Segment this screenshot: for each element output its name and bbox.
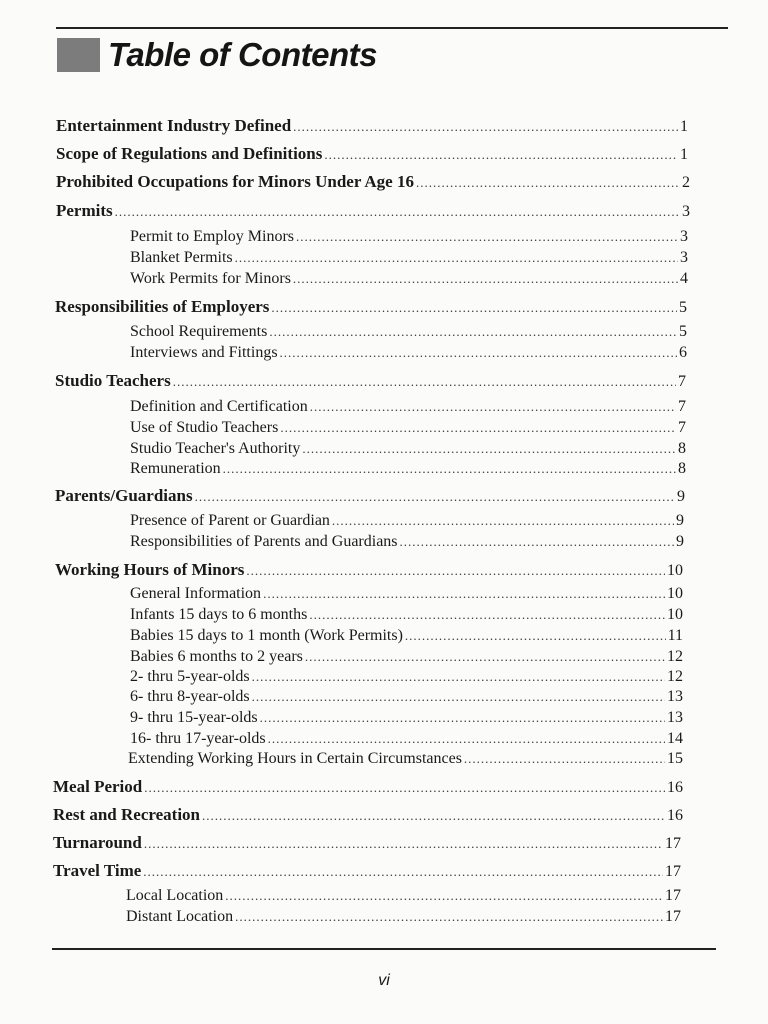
toc-section-entry xyxy=(55,297,687,317)
dot-leader xyxy=(305,647,665,667)
toc-subsection-entry xyxy=(130,343,687,363)
dot-leader xyxy=(309,605,665,625)
toc-entry-label: Studio Teacher's Authority xyxy=(130,440,301,457)
toc-entry-label: 9- thru 15-year-olds xyxy=(130,709,258,726)
toc-entry-label: Meal Period xyxy=(53,777,143,796)
toc-section-entry xyxy=(56,172,690,192)
dot-leader xyxy=(293,117,678,137)
dot-leader xyxy=(223,459,676,479)
toc-subsection-entry xyxy=(126,886,681,906)
dot-leader xyxy=(252,687,665,707)
toc-entry-label: Presence of Parent or Guardian xyxy=(130,512,330,529)
toc-section-entry xyxy=(53,861,681,881)
toc-entry-label: Rest and Recreation xyxy=(53,805,200,824)
dot-leader xyxy=(464,749,665,769)
toc-entry-page: 10 xyxy=(667,585,683,602)
toc-subsection-entry xyxy=(130,227,688,247)
toc-entry-label: Scope of Regulations and Definitions xyxy=(56,144,323,163)
page-title: Table of Contents xyxy=(108,36,377,73)
toc-entry-label: Responsibilities of Parents and Guardians xyxy=(130,533,398,550)
toc-entry-page: 15 xyxy=(667,750,683,767)
dot-leader xyxy=(310,397,676,417)
toc-entry-label: Blanket Permits xyxy=(130,249,233,266)
dot-leader xyxy=(296,227,678,247)
toc-section-entry xyxy=(55,371,686,391)
toc-section-entry xyxy=(56,116,688,136)
toc-section-entry xyxy=(53,777,683,797)
toc-entry-page: 5 xyxy=(679,299,687,316)
toc-entry-page: 9 xyxy=(677,488,685,505)
toc-entry-label: Permits xyxy=(56,201,113,220)
toc-entry-label: Entertainment Industry Defined xyxy=(56,116,292,135)
dot-leader xyxy=(195,487,675,507)
toc-subsection-entry xyxy=(128,749,683,769)
dot-leader xyxy=(324,145,678,165)
toc-section-entry xyxy=(55,560,683,580)
toc-entry-label: General Information xyxy=(130,585,262,602)
bottom-rule xyxy=(52,948,716,950)
toc-entry-label: Extending Working Hours in Certain Circumstances xyxy=(128,750,462,767)
dot-leader xyxy=(280,418,676,438)
toc-entry-label: 6- thru 8-year-olds xyxy=(130,688,250,705)
toc-section-entry xyxy=(55,486,685,506)
toc-entry-page: 7 xyxy=(678,419,686,436)
dot-leader xyxy=(400,532,674,552)
toc-subsection-entry xyxy=(130,397,686,417)
dot-leader xyxy=(263,584,665,604)
page-number: vi xyxy=(378,972,390,989)
toc-entry-page: 17 xyxy=(665,908,681,925)
toc-subsection-entry xyxy=(130,647,683,667)
toc-entry-page: 17 xyxy=(665,887,681,904)
dot-leader xyxy=(405,626,666,646)
toc-subsection-entry xyxy=(130,322,687,342)
toc-entry-label: Babies 15 days to 1 month (Work Permits) xyxy=(130,627,403,644)
toc-entry-label: 2- thru 5-year-olds xyxy=(130,668,250,685)
toc-subsection-entry xyxy=(130,708,683,728)
dot-leader xyxy=(235,907,663,927)
toc-subsection-entry xyxy=(130,605,683,625)
toc-subsection-entry xyxy=(130,248,688,268)
dot-leader xyxy=(268,729,665,749)
toc-subsection-entry xyxy=(130,667,683,687)
toc-entry-label: Responsibilities of Employers xyxy=(55,297,270,316)
toc-entry-page: 8 xyxy=(678,460,686,477)
dot-leader xyxy=(332,511,674,531)
toc-entry-label: 16- thru 17-year-olds xyxy=(130,730,266,747)
toc-entry-page: 3 xyxy=(680,249,688,266)
toc-entry-page: 16 xyxy=(667,807,683,824)
toc-section-entry xyxy=(53,833,681,853)
toc-entry-label: Working Hours of Minors xyxy=(55,560,245,579)
toc-subsection-entry xyxy=(130,584,683,604)
toc-entry-page: 10 xyxy=(667,562,683,579)
toc-entry-page: 14 xyxy=(667,730,683,747)
toc-subsection-entry xyxy=(130,687,683,707)
toc-subsection-entry xyxy=(126,907,681,927)
toc-entry-page: 3 xyxy=(680,228,688,245)
toc-entry-page: 9 xyxy=(676,512,684,529)
toc-entry-page: 10 xyxy=(667,606,683,623)
toc-entry-label: Babies 6 months to 2 years xyxy=(130,648,303,665)
toc-entry-page: 1 xyxy=(680,118,688,135)
toc-entry-label: Parents/Guardians xyxy=(55,486,193,505)
dot-leader xyxy=(293,269,678,289)
dot-leader xyxy=(271,298,677,318)
toc-subsection-entry xyxy=(130,439,686,459)
toc-entry-page: 11 xyxy=(667,627,683,644)
dot-leader xyxy=(144,834,663,854)
dot-leader xyxy=(269,322,677,342)
toc-entry-label: Interviews and Fittings xyxy=(130,344,278,361)
toc-entry-page: 9 xyxy=(676,533,684,550)
toc-entry-page: 2 xyxy=(682,174,690,191)
dot-leader xyxy=(280,343,677,363)
toc-entry-label: Remuneration xyxy=(130,460,221,477)
toc-entry-page: 8 xyxy=(678,440,686,457)
toc-subsection-entry xyxy=(130,418,686,438)
toc-entry-page: 7 xyxy=(678,373,686,390)
toc-entry-page: 5 xyxy=(679,323,687,340)
dot-leader xyxy=(246,561,665,581)
toc-subsection-entry xyxy=(130,532,684,552)
toc-section-entry xyxy=(56,201,690,221)
dot-leader xyxy=(260,708,665,728)
dot-leader xyxy=(225,886,663,906)
toc-section-entry xyxy=(53,805,683,825)
toc-entry-page: 6 xyxy=(679,344,687,361)
dot-leader xyxy=(235,248,678,268)
toc-entry-page: 13 xyxy=(667,688,683,705)
toc-entry-page: 3 xyxy=(682,203,690,220)
toc-entry-label: Definition and Certification xyxy=(130,398,308,415)
toc-entry-page: 17 xyxy=(665,835,681,852)
toc-entry-label: Use of Studio Teachers xyxy=(130,419,279,436)
toc-entry-label: Turnaround xyxy=(53,833,142,852)
toc-entry-page: 16 xyxy=(667,779,683,796)
toc-entry-page: 1 xyxy=(680,146,688,163)
toc-entry-page: 17 xyxy=(665,863,681,880)
toc-entry-label: School Requirements xyxy=(130,323,268,340)
toc-subsection-entry xyxy=(130,269,688,289)
dot-leader xyxy=(143,862,663,882)
toc-entry-label: Infants 15 days to 6 months xyxy=(130,606,308,623)
toc-subsection-entry xyxy=(130,729,683,749)
dot-leader xyxy=(115,202,680,222)
toc-entry-label: Local Location xyxy=(126,887,224,904)
dot-leader xyxy=(202,806,665,826)
toc-subsection-entry xyxy=(130,511,684,531)
toc-entry-page: 7 xyxy=(678,398,686,415)
dot-leader xyxy=(252,667,665,687)
toc-section-entry xyxy=(56,144,688,164)
toc-entry-page: 4 xyxy=(680,270,688,287)
toc-entry-page: 12 xyxy=(667,648,683,665)
dot-leader xyxy=(302,439,676,459)
toc-entry-label: Distant Location xyxy=(126,908,234,925)
dot-leader xyxy=(416,173,680,193)
toc-subsection-entry xyxy=(130,459,686,479)
toc-entry-label: Travel Time xyxy=(53,861,142,880)
toc-entry-page: 13 xyxy=(667,709,683,726)
toc-subsection-entry xyxy=(130,626,683,646)
toc-entry-page: 12 xyxy=(667,668,683,685)
dot-leader xyxy=(144,778,665,798)
toc-entry-label: Studio Teachers xyxy=(55,371,171,390)
toc-entry-label: Permit to Employ Minors xyxy=(130,228,294,245)
toc-entry-label: Prohibited Occupations for Minors Under Age 16 xyxy=(56,172,414,191)
dot-leader xyxy=(173,372,676,392)
toc-entry-label: Work Permits for Minors xyxy=(130,270,291,287)
